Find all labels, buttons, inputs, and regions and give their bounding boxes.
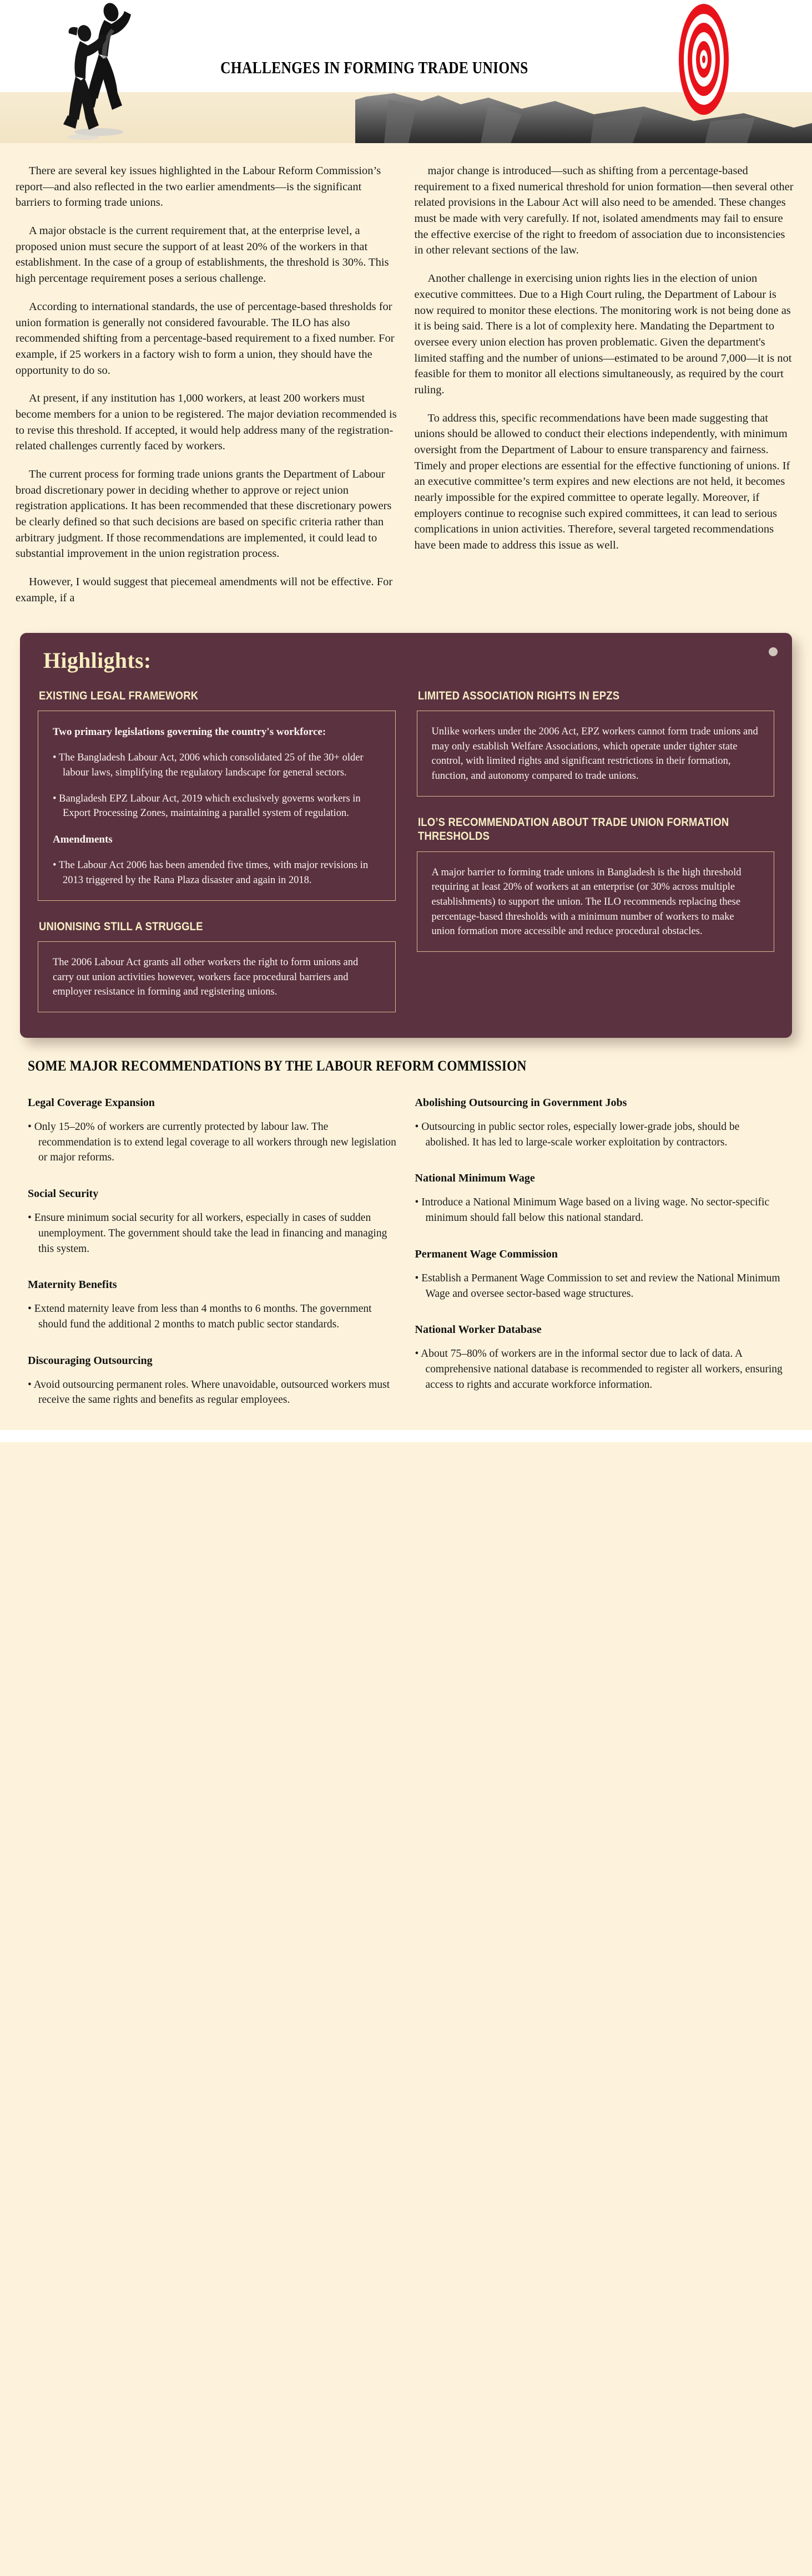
recommendation-heading: Legal Coverage Expansion — [28, 1097, 155, 1109]
page-footer-strip — [0, 1430, 812, 1442]
article-body — [0, 143, 812, 621]
page-title: CHALLENGES IN FORMING TRADE UNIONS — [220, 58, 528, 77]
recommendation-body: • Extend maternity leave from less than 4 months to 6 months. The government should fund the additional 2 months to match public sector standards. — [28, 1303, 372, 1330]
recommendations-section — [0, 1038, 812, 1430]
highlights-title: Highlights: — [43, 647, 152, 673]
highlight-text: Unlike workers under the 2006 Act, EPZ workers cannot form trade unions and may only establish Welfare Associations, which operate under tighter state control, with limited rights and significant restrictions in their formation, function, and autonomy compared to trade unions. — [431, 726, 758, 782]
article-paragraph: However, I would suggest that piecemeal amendments will not be effective. For example, if a — [16, 576, 393, 604]
article-column-right — [415, 163, 797, 618]
recommendation-body: • About 75–80% of workers are in the informal sector due to lack of data. A comprehensive national database is recommended to register all workers, ensuring access to rights and accurate workforce information. — [415, 1348, 783, 1391]
recommendation-body: • Outsourcing in public sector roles, especially lower-grade jobs, should be abolished. It has led to large-scale worker exploitation by contractors. — [415, 1121, 740, 1148]
highlight-heading: LIMITED ASSOCIATION RIGHTS IN EPZS — [417, 689, 619, 702]
recommendations-column-left — [28, 1097, 397, 1408]
article-paragraph: The current process for forming trade unions grants the Department of Labour broad discretionary power in deciding whether to approve or reject union registration applications. It has been recommended that these discretionary powers be clearly defined so that such decisions are based on specific criteria rather than arbitrary judgment. If those recommendations are implemented, it could lead to substantial improvement in the union registration process. — [16, 468, 392, 560]
cliff-gap-icon — [355, 92, 812, 143]
highlights-column-right — [417, 689, 775, 1016]
header-banner — [0, 0, 812, 143]
recommendation-heading: Maternity Benefits — [28, 1279, 117, 1291]
article-paragraph: At present, if any institution has 1,000 workers, at least 200 workers must become members for a union to be registered. The major deviation recommended is to revise this threshold. If accepted, it would help address many of the registration-related challenges currently faced by workers. — [16, 392, 397, 453]
article-paragraph: Another challenge in exercising union rights lies in the election of union executive committees. Due to a High Court ruling, the Department of Labour is now required to monitor these elections. The monitoring work is not being done as it is being said. There is a lot of complexity here. Mandating the Department to oversee every union election has proven problematic. Given the department's limited staffing and the number of unions—estimated to be around 7,000—it is not feasible for them to monitor all elections simultaneously, as required by the court ruling. — [414, 272, 792, 396]
highlights-column-left — [38, 689, 396, 1016]
recommendation-heading: Social Security — [28, 1188, 99, 1200]
highlight-text: A major barrier to forming trade unions in Bangladesh is the high threshold requiring at least 20% of workers at an enterprise (or 30% across multiple establishments) to support the union. The ILO recommends replacing these percentage-based thresholds with a minimum number of workers to make union formation more accessible and reduce procedural obstacles. — [431, 866, 742, 937]
recommendation-body: • Avoid outsourcing permanent roles. Where unavoidable, outsourced workers must receive the same rights and benefits as regular employees. — [28, 1378, 390, 1406]
highlight-bullet: • The Bangladesh Labour Act, 2006 which consolidated 25 of the 30+ older labour laws, simplifying the regulatory landscape for general sectors. — [53, 752, 364, 779]
recommendation-body: • Ensure minimum social security for all workers, especially in cases of sudden unemployment. The government should take the lead in financing and managing this system. — [28, 1212, 387, 1255]
recommendations-title: SOME MAJOR RECOMMENDATIONS BY THE LABOUR REFORM COMMISSION — [28, 1058, 527, 1074]
recommendations-column-right — [415, 1097, 785, 1408]
highlight-heading: ILO’S RECOMMENDATION ABOUT TRADE UNION FORMATION THRESHOLDS — [417, 815, 729, 843]
article-paragraph: A major obstacle is the current requirement that, at the enterprise level, a proposed union must secure the support of at least 20% of the workers in that establishment. In the case of a group of establishments, the threshold is 30%. This high percentage requirement poses a serious challenge. — [16, 225, 389, 285]
article-paragraph: major change is introduced—such as shifting from a percentage-based requirement to a fixed numerical threshold for union formation—then several other related provisions in the Labour Act will also need to be amended. These changes must be made with very carefully. If not, isolated amendments may fail to ensure the effective exercise of the right to freedom of association due to inconsistencies in other relevant sections of the law. — [414, 165, 794, 257]
article-paragraph: There are several key issues highlighted in the Labour Reform Commission’s report—and also reflected in the two earlier amendments—is the significant barriers to forming trade unions. — [16, 165, 381, 209]
recommendation-body: • Introduce a National Minimum Wage based on a living wage. No sector-specific minimum should fall below this national standard. — [415, 1196, 770, 1224]
recommendation-body: • Establish a Permanent Wage Commission to set and review the National Minimum Wage and oversee sector-based wage structures. — [415, 1272, 780, 1300]
recommendation-heading: National Worker Database — [415, 1324, 542, 1336]
highlight-heading: EXISTING LEGAL FRAMEWORK — [39, 689, 199, 702]
highlight-bullet: • Bangladesh EPZ Labour Act, 2019 which exclusively governs workers in Export Processing Zones, maintaining a parallel system of regulation. — [53, 793, 361, 819]
decorative-dot-icon — [769, 647, 778, 656]
highlight-card — [417, 851, 775, 952]
article-column-left — [16, 163, 398, 618]
running-figures-icon — [56, 1, 200, 140]
recommendation-heading: National Minimum Wage — [415, 1172, 535, 1185]
highlights-panel — [20, 633, 792, 1038]
highlight-card — [38, 711, 396, 900]
recommendation-body: • Only 15–20% of workers are currently protected by labour law. The recommendation is to extend legal coverage to all workers through new legislation or major reforms. — [28, 1121, 396, 1164]
recommendation-heading: Discouraging Outsourcing — [28, 1354, 153, 1367]
article-paragraph: To address this, specific recommendations have been made suggesting that unions should be allowed to conduct their elections independently, with minimum oversight from the Department of Labour to ensure transparency and fairness. Timely and proper elections are essential for the effective functioning of unions. If an executive committee’s term expires and new elections are not held, it becomes nearly impossible for the expired committee to operate legally. Moreover, if employers continue to recognise such expired committees, it can lead to serious complications in union activities. Therefore, several targeted recommendations have been made to address this issue as well. — [414, 412, 790, 552]
highlight-heading: UNIONISING STILL A STRUGGLE — [39, 920, 203, 933]
highlight-text: Two primary legislations governing the country's workforce: — [53, 726, 326, 738]
highlight-subheading: Amendments — [53, 833, 113, 845]
highlight-card — [38, 941, 396, 1012]
article-paragraph: According to international standards, the use of percentage-based thresholds for union formation is generally not considered favourable. The ILO has also recommended shifting from a percentage-based requirement to a fixed number. For example, if 25 workers in a factory wish to form a union, they should have the opportunity to do so. — [16, 300, 395, 377]
highlights-section — [0, 621, 812, 1038]
highlight-card — [417, 711, 775, 797]
highlight-text: The 2006 Labour Act grants all other workers the right to form unions and carry out union activities however, workers face procedural barriers and employer resistance in forming and registering unions. — [53, 957, 359, 998]
recommendation-heading: Abolishing Outsourcing in Government Jobs — [415, 1097, 627, 1109]
highlight-bullet: • The Labour Act 2006 has been amended five times, with major revisions in 2013 triggered by the Rana Plaza disaster and again in 2018. — [53, 860, 369, 886]
recommendation-heading: Permanent Wage Commission — [415, 1248, 558, 1260]
